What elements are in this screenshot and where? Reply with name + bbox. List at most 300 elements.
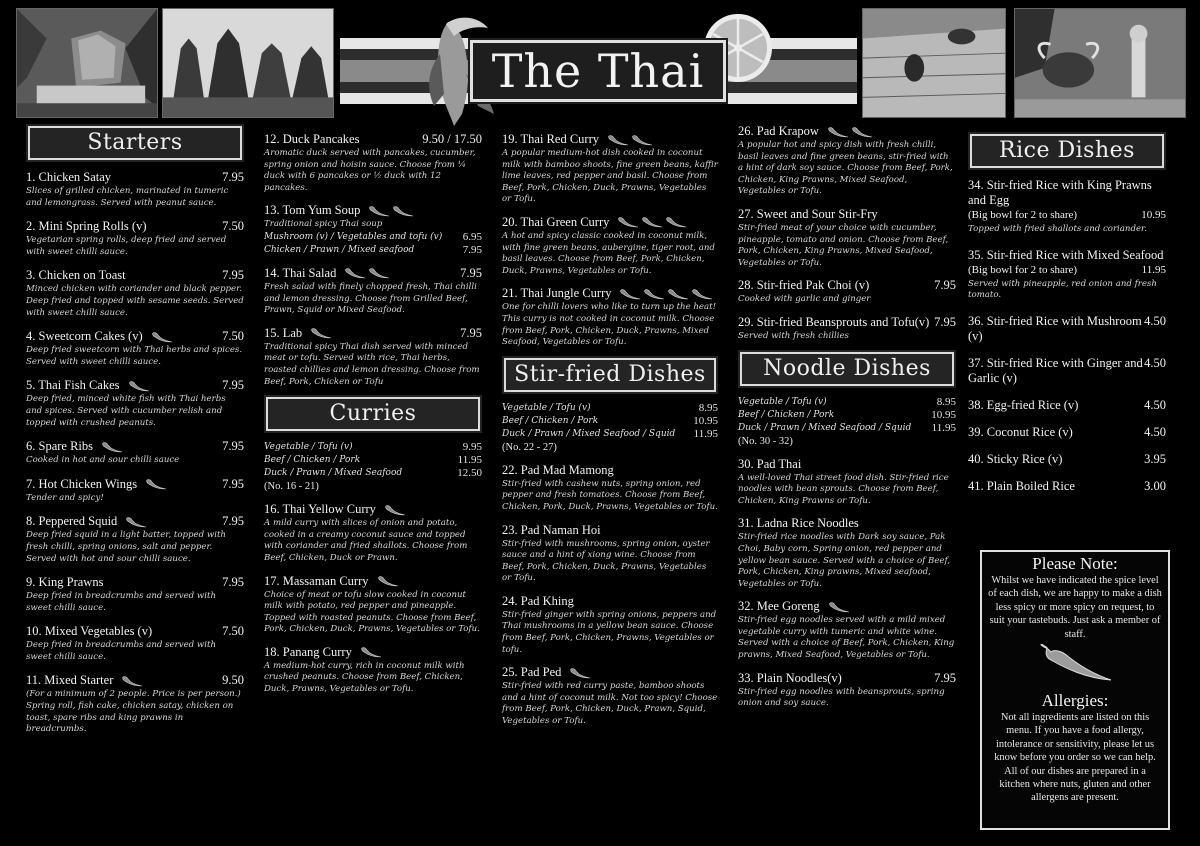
menu-item-description: Traditional spicy Thai dish served with minced meat or tofu. Served with rice, Thai herbs, roasted chillies and lemon dressing. Choose from Beef, Pork, Chicken or Tofu <box>264 341 480 387</box>
menu-item-price: 7.95 <box>222 268 244 283</box>
price-option-price: 10.95 <box>931 408 956 421</box>
menu-item-name-wrap <box>968 356 1144 386</box>
menu-item-name: 34. Stir-fried Rice with King Prawns and Egg <box>968 178 1152 207</box>
title-text: The Thai <box>491 44 705 98</box>
price-option-row <box>738 422 956 435</box>
price-option-label: Vegetable / Tofu (v) <box>502 402 591 413</box>
menu-item-description: Traditional spicy Thai soup <box>264 219 383 230</box>
please-note-text: Whilst we have indicated the spice level of each dish, we are happy to make a dish less spicy or more spicy on request, to suit your tastebuds. Just ask a member of staff. <box>988 575 1162 640</box>
menu-item-name: 41. Plain Boiled Rice <box>968 478 1075 493</box>
menu-item <box>968 248 1166 302</box>
menu-item-header <box>968 356 1166 386</box>
menu-item-name-wrap <box>738 207 878 222</box>
chili-icon <box>641 216 663 228</box>
spice-level <box>617 216 687 228</box>
menu-item-price: 7.95 <box>222 378 244 393</box>
allergies-heading: Allergies: <box>1041 691 1109 711</box>
chili-icon <box>145 478 167 490</box>
menu-item-name: 24. Pad Khing <box>502 593 574 608</box>
menu-item-name-wrap <box>968 398 1078 413</box>
price-option-label: Beef / Chicken / Pork <box>502 415 599 426</box>
menu-item-name: 15. Lab <box>264 325 303 340</box>
menu-item-name-wrap <box>26 219 147 234</box>
dish-number-range: (No. 16 - 21) <box>264 481 319 493</box>
menu-item-price: 3.95 <box>1144 451 1166 466</box>
menu-item <box>502 286 718 348</box>
chili-icon <box>691 288 713 300</box>
menu-item-description: A mild curry with slices of onion and potato, cooked in a creamy coconut sauce and topped with coriander and fried shallots. Choose from Beef, Chicken, Duck or Prawn. <box>264 518 468 563</box>
spice-level <box>384 504 406 516</box>
spice-level <box>121 675 143 687</box>
dish-number-range: (No. 30 - 32) <box>738 435 793 447</box>
menu-item-header <box>264 502 482 517</box>
menu-item-description: Topped with fried shallots and coriander. <box>968 224 1147 234</box>
menu-item-header <box>264 326 482 341</box>
menu-item-price: 7.50 <box>222 219 244 234</box>
menu-item-header <box>26 624 244 639</box>
chili-icon <box>121 675 143 687</box>
chili-icon <box>569 667 591 679</box>
spice-level <box>368 205 414 217</box>
menu-item-price: 7.95 <box>460 325 482 340</box>
menu-item-name: 12. Duck Pancakes <box>264 132 360 146</box>
menu-item-name: 21. Thai Jungle Curry <box>502 286 612 301</box>
menu-item-description: Vegetarian spring rolls, deep fried and served with sweet chilli sauce. <box>26 235 227 257</box>
menu-item-description: Deep fried sweetcorn with Thai herbs and spices. Served with sweet chilli sauce. <box>26 345 243 367</box>
menu-item-sub-row <box>968 263 1166 278</box>
menu-item-header <box>738 457 956 472</box>
section-heading: Noodle Dishes <box>740 352 954 386</box>
menu-item-description: Choice of meat or tofu slow cooked in coconut milk with potato, red pepper and pineapple. Topped with roasted peanuts. Choose from Beef, Pork, Chicken, Duck, Prawns, Vegetables or Tofu. <box>264 589 480 635</box>
menu-item <box>968 452 1166 467</box>
menu-item <box>738 599 956 661</box>
menu-item-name: 14. Thai Salad <box>264 265 337 280</box>
menu-item <box>738 516 956 590</box>
menu-item-name-wrap <box>502 463 614 478</box>
spice-level <box>607 134 653 146</box>
menu-item-header <box>264 203 482 218</box>
menu-item-price: 7.95 <box>222 439 244 454</box>
menu-item-price: 7.50 <box>222 624 244 639</box>
menu-item-name-wrap <box>264 645 382 660</box>
menu-item-name-wrap <box>738 124 873 139</box>
menu-item-name: 26. Pad Krapow <box>738 124 819 138</box>
chili-icon <box>828 601 850 613</box>
menu-item-price: 9.50 <box>222 673 244 688</box>
menu-item-price: 7.95 <box>460 265 482 280</box>
menu-item-header <box>968 178 1166 208</box>
menu-item-description: Cooked in hot and sour chilli sauce <box>26 455 180 466</box>
chili-icon <box>667 288 689 300</box>
menu-item-header <box>968 425 1166 440</box>
menu-item <box>968 356 1166 386</box>
menu-item-name-wrap <box>502 665 591 680</box>
menu-item <box>968 425 1166 440</box>
menu-item-header <box>264 132 482 147</box>
menu-item-name: 2. Mini Spring Rolls (v) <box>26 219 147 234</box>
spice-level <box>125 516 147 528</box>
menu-item-name-wrap <box>264 326 332 341</box>
chili-icon <box>384 504 406 516</box>
spice-level <box>101 441 123 453</box>
price-option-row <box>502 415 718 428</box>
menu-item-name-wrap <box>502 215 687 230</box>
allergies-text: Not all ingredients are listed on this menu. If you have a food allergy, intolerance or sensitivity, please let us know before you order so we can help. All of our dishes are prepared in a kitchen where nuts, gluten and other allergens are present. <box>994 712 1156 804</box>
restaurant-title <box>470 40 726 102</box>
menu-item-description: Stir-fried egg noodles served with a mild mixed vegetable curry with tumeric and white wine. Served with a choice of Beef, Pork, Chicken, King prawns, Mixed Seafood, Vegetables or Tofu. <box>738 615 955 661</box>
menu-item-header <box>738 599 956 614</box>
chili-icon <box>377 575 399 587</box>
chili-icon <box>128 380 150 392</box>
photo-shrine <box>16 8 158 118</box>
menu-item <box>502 215 718 277</box>
menu-item <box>264 203 482 257</box>
please-note-heading: Please Note: <box>1032 554 1118 573</box>
menu-item-description: Stir-fried with red curry paste, bamboo shoots and a hint of coconut milk. Not too spicy! Choose from Beef, Pork, Chicken, Duck, Prawn, Squid, Vegetables or Tofu. <box>502 681 718 727</box>
menu-item-name: 39. Coconut Rice (v) <box>968 424 1073 439</box>
menu-item <box>26 439 244 467</box>
price-option-price: 7.95 <box>462 243 482 256</box>
price-option-label: Duck / Prawn / Mixed Seafood / Squid <box>502 428 676 439</box>
menu-item <box>968 398 1166 413</box>
menu-item-description: Cooked with garlic and ginger <box>738 294 871 305</box>
price-option-label: Beef / Chicken / Pork <box>264 455 361 466</box>
menu-item <box>738 207 956 269</box>
menu-item-name-wrap <box>26 575 103 590</box>
spice-level <box>360 646 382 658</box>
chili-icon <box>368 205 390 217</box>
menu-item-name: 22. Pad Mad Mamong <box>502 462 614 477</box>
menu-item-header <box>502 215 718 230</box>
price-option-price: 11.95 <box>457 454 482 467</box>
menu-item-name: 40. Sticky Rice (v) <box>968 451 1063 466</box>
chili-icon <box>101 441 123 453</box>
menu-item <box>26 219 244 258</box>
menu-item-header <box>264 574 482 589</box>
menu-item-description: Deep fried in breadcrumbs and served with sweet chilli sauce. <box>26 591 216 613</box>
spice-level <box>827 126 873 138</box>
menu-item-name: 27. Sweet and Sour Stir-Fry <box>738 206 878 221</box>
chili-icon <box>631 134 653 146</box>
menu-item <box>738 671 956 710</box>
spice-level <box>145 478 167 490</box>
spice-level <box>310 327 332 339</box>
menu-item <box>738 457 956 508</box>
price-option-label: Duck / Prawn / Mixed Seafood <box>264 468 403 479</box>
price-option-row <box>264 454 482 467</box>
price-option-row <box>264 231 482 244</box>
menu-item <box>26 477 244 505</box>
menu-item-name: 31. Ladna Rice Noodles <box>738 516 859 531</box>
price-option-label: Vegetable / Tofu (v) <box>264 442 353 453</box>
price-option-label: Chicken / Prawn / Mixed seafood <box>264 244 415 255</box>
menu-item-name: 13. Tom Yum Soup <box>264 203 361 218</box>
chili-icon <box>392 205 414 217</box>
menu-item <box>502 594 718 656</box>
menu-item-name-wrap <box>738 278 869 293</box>
menu-item <box>264 502 482 564</box>
menu-item-header <box>968 314 1166 344</box>
menu-item-price: 4.50 <box>1144 313 1166 328</box>
menu-item-price: 7.95 <box>222 170 244 184</box>
menu-item-name: 1. Chicken Satay <box>26 170 112 184</box>
menu-item-description: One for chilli lovers who like to turn up the heat! This curry is not cooked in coconut milk. Choose from Beef, Pork, Chicken, Duck, Prawns, Mixed Seafood, Vegetables or Tofu. <box>502 302 717 348</box>
menu-item-price: 7.95 <box>934 278 956 293</box>
menu-item-name-wrap <box>502 286 713 301</box>
menu-item-header <box>502 665 718 680</box>
menu-item-header <box>264 266 482 281</box>
menu-item-price: 7.50 <box>222 329 244 344</box>
price-option-price: 6.95 <box>462 230 482 243</box>
price-option-price: 12.50 <box>457 467 482 480</box>
menu-item-header <box>26 514 244 529</box>
menu-item-description: Tender and spicy! <box>26 492 104 503</box>
menu-item-header <box>502 463 718 478</box>
menu-item-header <box>26 378 244 393</box>
menu-item-name: 35. Stir-fried Rice with Mixed Seafood <box>968 247 1164 262</box>
menu-item-header <box>26 268 244 283</box>
menu-item-name-wrap <box>968 248 1164 263</box>
menu-item-name: 23. Pad Naman Hoi <box>502 522 601 537</box>
menu-item-price: 9.50 / 17.50 <box>422 132 482 146</box>
menu-item-description: Deep fried in breadcrumbs and served with sweet chilli sauce. <box>26 640 216 662</box>
menu-item <box>264 574 482 636</box>
menu-item <box>26 268 244 319</box>
menu-item-name-wrap <box>264 574 399 589</box>
menu-item <box>26 514 244 565</box>
column-3 <box>502 132 718 737</box>
menu-item-name: 9. King Prawns <box>26 575 104 590</box>
menu-item <box>968 314 1166 344</box>
menu-item-price: 7.95 <box>222 476 244 491</box>
column-4 <box>738 124 956 719</box>
menu-item-name-wrap <box>26 329 173 344</box>
menu-item-header <box>26 673 244 688</box>
menu-item-name: 3. Chicken on Toast <box>26 268 126 283</box>
menu-item-name: 19. Thai Red Curry <box>502 132 599 146</box>
price-option-label: Duck / Prawn / Mixed Seafood / Squid <box>738 422 912 433</box>
menu-item-sub-row <box>968 208 1166 223</box>
section-heading: Stir-fried Dishes <box>504 358 716 392</box>
menu-item-name-wrap <box>738 457 801 472</box>
menu-item-description: A popular medium-hot dish cooked in coconut milk with bamboo shoots, fine green beans, kaffir lime leaves, red pepper and basil. Choose from Beef, Pork, Chicken, Duck, Prawns, Vegetables or Tofu. <box>502 148 718 205</box>
section-heading: Curries <box>266 397 480 431</box>
chili-icon <box>310 327 332 339</box>
menu-item <box>26 575 244 614</box>
menu-item-name-wrap <box>26 514 147 529</box>
menu-item-header <box>968 398 1166 413</box>
menu-item-description: Slices of grilled chicken, marinated in tumeric and lemongrass. Served with peanut sauce. <box>26 186 229 208</box>
menu-item-price: 7.95 <box>934 670 956 685</box>
menu-item-name: 25. Pad Ped <box>502 665 562 680</box>
menu-item <box>502 132 718 206</box>
menu-item-description: Served with pineapple, red onion and fresh tomato. <box>968 278 1157 301</box>
menu-item-description: Deep fried squid in a light batter, topped with fresh chilli, spring onions, salt and pepper. Served with hot and sour chilli sauce. <box>26 530 226 564</box>
menu-item-description: Minced chicken with coriander and black pepper. Deep fried and topped with sesame seeds. Served with sweet chilli sauce. <box>26 284 244 318</box>
menu-item-description: Stir-fried with mushrooms, spring onion, oyster sauce and a hint of xiong wine. Choose from Beef, Pork, Chicken, Duck, Prawns, Vegetables or Tofu. <box>502 538 710 584</box>
menu-item-sub: (Big bowl for 2 to share) <box>968 209 1078 221</box>
chili-icon <box>368 267 390 279</box>
menu-item-description: Deep fried, minced white fish with Thai herbs and spices. Served with cucumber relish and topped with crushed peanuts. <box>26 394 226 428</box>
dish-number-range: (No. 22 - 27) <box>502 441 557 453</box>
menu-item-name: 18. Panang Curry <box>264 644 352 659</box>
price-option-row <box>738 409 956 422</box>
spice-level <box>828 601 850 613</box>
menu-item <box>502 463 718 514</box>
photo-temple <box>162 8 334 118</box>
menu-item <box>738 315 956 343</box>
spice-level <box>128 380 150 392</box>
price-option-row <box>502 428 718 441</box>
menu-item <box>26 673 244 735</box>
menu-item-name-wrap <box>264 266 390 281</box>
menu-item-description: A hot and spicy classic cooked in coconut milk, with fine green beans, aubergine, tiger root, and basil leaves. Choose from Beef, Pork, Chicken, Duck, Prawns, Vegetables or Tofu. <box>502 230 715 276</box>
menu-item-header <box>26 170 244 185</box>
menu-item-name-wrap <box>738 315 929 330</box>
spice-level <box>619 288 713 300</box>
menu-item <box>738 124 956 198</box>
price-option-row <box>502 402 718 415</box>
menu-item <box>502 523 718 585</box>
chili-icon <box>607 134 629 146</box>
menu-item-header <box>738 516 956 531</box>
menu-item-header <box>264 645 482 660</box>
section-heading: Rice Dishes <box>970 134 1164 168</box>
price-option-price: 11.95 <box>693 427 718 440</box>
menu-item-sub: (Big bowl for 2 to share) <box>968 263 1078 276</box>
menu-item-name-wrap <box>26 378 150 393</box>
chili-icon <box>643 288 665 300</box>
chili-icon <box>125 516 147 528</box>
menu-item-name: 32. Mee Goreng <box>738 599 820 614</box>
chili-icon <box>665 216 687 228</box>
menu-item-price: 4.50 <box>1144 355 1166 370</box>
menu-item-name-wrap <box>26 624 152 639</box>
menu-item-header <box>968 452 1166 467</box>
menu-item-name-wrap <box>968 452 1062 467</box>
menu-item-description: A well-loved Thai street food dish. Stir-fried rice noodles with bean sprouts. Choose from Beef, Chicken, King Prawns or Tofu. <box>738 472 949 506</box>
price-option-row <box>738 396 956 409</box>
menu-item-name: 8. Peppered Squid <box>26 514 118 529</box>
menu-item-name: 4. Sweetcorn Cakes (v) <box>26 329 143 344</box>
chili-icon <box>827 126 849 138</box>
menu-item-price: 3.00 <box>1144 478 1166 493</box>
menu-item-price: 7.95 <box>222 514 244 529</box>
menu-item-price: 7.95 <box>934 314 956 329</box>
menu-item-name-wrap <box>738 671 842 686</box>
price-option-row <box>264 441 482 454</box>
menu-item-description: A popular hot and spicy dish with fresh chilli, basil leaves and fine green beans, stir-fried with a hint of dark soy sauce. Choose from Beef, Pork, Chicken, King Prawns, Mixed Seafood, Vegetables or Tofu. <box>738 140 953 197</box>
menu-item-name: 33. Plain Noodles(v) <box>738 670 842 685</box>
menu-item <box>264 326 482 388</box>
column-starters <box>26 122 244 746</box>
menu-item-header <box>502 132 718 147</box>
menu-item-header <box>968 248 1166 263</box>
menu-item-name: 17. Massaman Curry <box>264 573 369 588</box>
menu-item-name-wrap <box>968 479 1075 494</box>
chili-illustration-icon <box>988 641 1162 691</box>
menu-item-name-wrap <box>968 314 1144 344</box>
spice-level <box>569 667 591 679</box>
column-2 <box>264 132 482 705</box>
please-note-box <box>980 550 1170 830</box>
menu-item-name-wrap <box>738 599 850 614</box>
menu-item <box>968 479 1166 494</box>
spice-level <box>344 267 390 279</box>
section-heading: Starters <box>28 126 242 160</box>
menu-item <box>738 278 956 306</box>
menu-item-name: 7. Hot Chicken Wings <box>26 476 138 491</box>
menu-item-description: Stir-fried with cashew nuts, spring onion, red pepper and fresh tomatoes. Choose from Beef, Chicken, Pork, Duck, Prawns, Vegetables or Tofu. <box>502 478 718 512</box>
menu-item-price: 4.50 <box>1144 424 1166 439</box>
menu-item-price: 7.95 <box>222 575 244 590</box>
menu-item-name: 36. Stir-fried Rice with Mushroom (v) <box>968 313 1142 343</box>
menu-item-header <box>26 439 244 454</box>
spice-level <box>377 575 399 587</box>
chili-icon <box>617 216 639 228</box>
price-option-price: 8.95 <box>936 395 956 408</box>
menu-item-name-wrap <box>264 132 359 147</box>
menu-item-header <box>968 479 1166 494</box>
menu-item <box>26 378 244 429</box>
menu-item-description: Fresh salad with finely chopped fresh, Thai chilli and lemon dressing. Choose from Grilled Beef, Prawn, Squid or Mixed Seafood. <box>264 281 477 316</box>
menu-item-name: 28. Stir-fried Pak Choi (v) <box>738 278 870 293</box>
menu-item-description: Stir-fried egg noodles with beansprouts, spring onion and soy sauce. <box>738 686 945 709</box>
menu-item-header <box>502 594 718 609</box>
price-option-label: Mushroom (v) / Vegetables and tofu (v) <box>264 231 443 242</box>
menu-item-description: Stir-fried ginger with spring onions, peppers and Thai mushrooms in a yellow bean sauce. Choose from Beef, Pork, Chicken, Prawns, Vegetables or tofu. <box>502 609 717 655</box>
price-option-label: Beef / Chicken / Pork <box>738 409 835 420</box>
menu-item-name-wrap <box>26 477 167 492</box>
menu-item <box>26 170 244 209</box>
menu-item-description: Served with fresh chillies <box>738 330 849 341</box>
chili-icon <box>344 267 366 279</box>
spice-level <box>151 331 173 343</box>
menu-item-description: Stir-fried rice noodles with Dark soy sauce, Pak Choi, Baby corn, Spring onion, red pepper and yellow bean sauce. Served with a choice of Beef, Pork, Chicken, King prawns, Mixed seafood, Vegetables or Tofu. <box>738 532 951 589</box>
menu-item-name: 30. Pad Thai <box>738 456 802 471</box>
menu-item-name-wrap <box>26 268 126 283</box>
menu-item-name-wrap <box>264 203 414 218</box>
menu-item-header <box>502 523 718 538</box>
menu-item-name-wrap <box>968 425 1073 440</box>
menu-item-name-wrap <box>26 439 123 454</box>
menu-item-header <box>738 207 956 222</box>
price-option-price: 8.95 <box>698 401 718 414</box>
menu-item-name: 20. Thai Green Curry <box>502 214 610 229</box>
price-option-row <box>264 244 482 257</box>
menu-item-header <box>502 286 718 301</box>
price-option-row <box>264 467 482 480</box>
menu-item-name-wrap <box>26 170 111 185</box>
photo-buffalo <box>1014 8 1186 118</box>
menu-item-description: Aromatic duck served with pancakes, cucumber, spring onion and hoisin sauce. Choose from ¼ duck with 6 pancakes or ½ duck with 12 pancakes. <box>264 148 476 193</box>
menu-item <box>502 665 718 727</box>
menu-item-name: 6. Spare Ribs <box>26 439 94 454</box>
menu-item <box>264 645 482 696</box>
menu-item-name: 16. Thai Yellow Curry <box>264 502 376 517</box>
menu-item-name-wrap <box>502 594 574 609</box>
menu-item <box>26 624 244 663</box>
menu-item-name: 11. Mixed Starter <box>26 673 114 688</box>
menu-item-description: A medium-hot curry, rich in coconut milk with crushed peanuts. Choose from Beef, Chicken, Duck, Prawns, Vegetables or Tofu. <box>264 660 465 695</box>
menu-item-name-wrap <box>264 502 406 517</box>
menu-item-header <box>26 575 244 590</box>
price-option-price: 9.95 <box>462 441 482 454</box>
menu-item-sub-price: 11.95 <box>1141 263 1166 276</box>
menu-item <box>968 178 1166 236</box>
price-option-price: 11.95 <box>931 421 956 434</box>
photo-rice-field <box>862 8 1006 118</box>
